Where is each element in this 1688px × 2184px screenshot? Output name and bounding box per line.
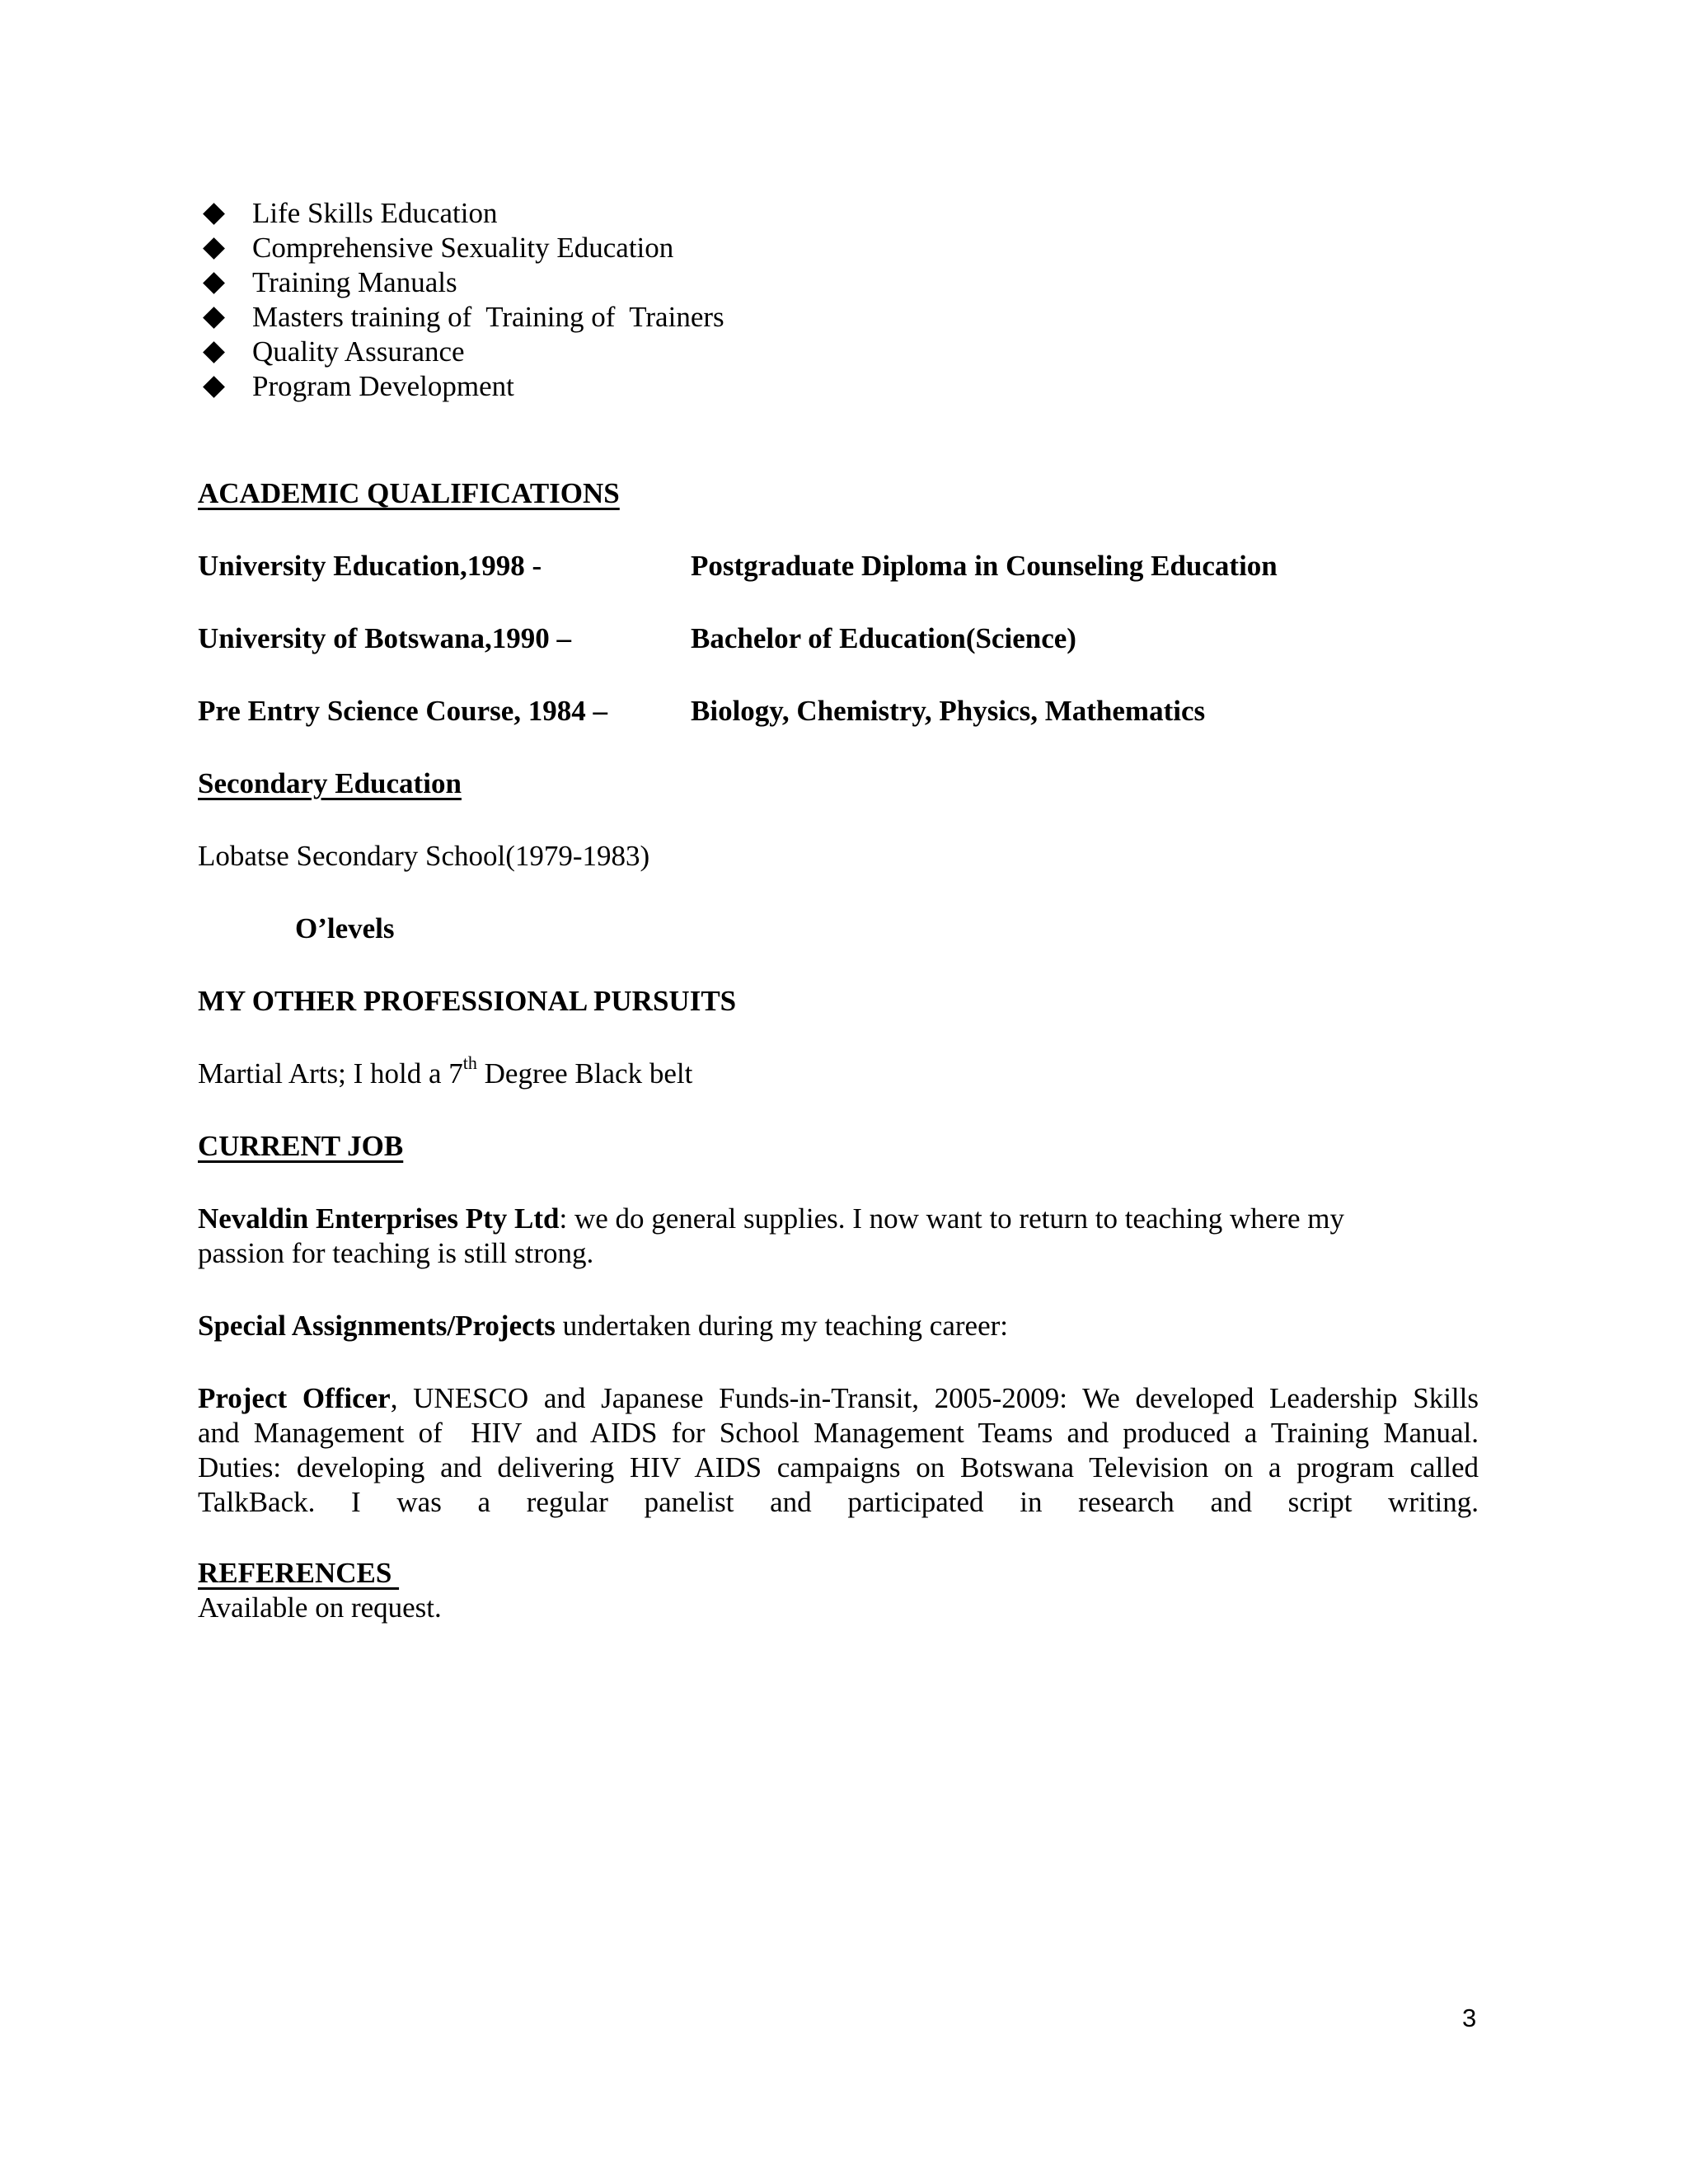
current-job-line-1: Nevaldin Enterprises Pty Ltd: we do general supplies. I now want to return to teaching where my xyxy=(198,1202,1344,1235)
qualification-institution: University of Botswana,1990 – xyxy=(198,622,572,654)
list-item: Masters training of Training of Trainers xyxy=(198,300,724,335)
list-item: Program Development xyxy=(198,369,724,404)
project-paragraph xyxy=(198,1381,1479,1520)
current-job-line-2: passion for teaching is still strong. xyxy=(198,1237,594,1269)
skills-list xyxy=(198,196,724,404)
diamond-bullet-icon xyxy=(201,305,226,330)
project-line: Project Officer, UNESCO and Japanese Funds-in-Transit, 2005-2009: We developed Leadership Skills xyxy=(198,1382,1479,1414)
academic-qualifications-heading: ACADEMIC QUALIFICATIONS xyxy=(198,477,620,509)
qualification-title: Postgraduate Diploma in Counseling Education xyxy=(691,550,1278,582)
diamond-bullet-icon xyxy=(201,236,226,260)
professional-pursuits-heading: MY OTHER PROFESSIONAL PURSUITS xyxy=(198,985,737,1017)
list-item: Training Manuals xyxy=(198,265,724,300)
olevels-label: O’levels xyxy=(295,912,395,944)
project-line: TalkBack. I was a regular panelist and participated in research and script writing. xyxy=(198,1486,1479,1518)
qualification-institution: University Education,1998 - xyxy=(198,550,542,582)
diamond-bullet-icon xyxy=(201,270,226,295)
secondary-school: Lobatse Secondary School(1979-1983) xyxy=(198,840,650,872)
qualification-title: Bachelor of Education(Science) xyxy=(691,622,1076,654)
secondary-education-heading: Secondary Education xyxy=(198,767,462,799)
pursuits-text: Martial Arts; I hold a 7th Degree Black belt xyxy=(198,1052,693,1090)
qualification-institution: Pre Entry Science Course, 1984 – xyxy=(198,695,608,727)
diamond-bullet-icon xyxy=(201,201,226,226)
current-job-heading: CURRENT JOB xyxy=(198,1130,404,1162)
page-number: 3 xyxy=(1462,2004,1477,2032)
references-heading: REFERENCES xyxy=(198,1557,400,1589)
project-line: Duties: developing and delivering HIV AIDS campaigns on Botswana Television on a program called xyxy=(198,1451,1479,1483)
diamond-bullet-icon xyxy=(201,374,226,399)
project-line: and Management of HIV and AIDS for School Management Teams and produced a Training Manual. xyxy=(198,1417,1479,1449)
diamond-bullet-icon xyxy=(201,340,226,364)
qualification-title: Biology, Chemistry, Physics, Mathematics xyxy=(691,695,1206,727)
list-item: Quality Assurance xyxy=(198,335,724,369)
list-item: Life Skills Education xyxy=(198,196,724,231)
special-assignments: Special Assignments/Projects undertaken during my teaching career: xyxy=(198,1310,1008,1342)
list-item: Comprehensive Sexuality Education xyxy=(198,231,724,265)
references-text: Available on request. xyxy=(198,1591,442,1624)
